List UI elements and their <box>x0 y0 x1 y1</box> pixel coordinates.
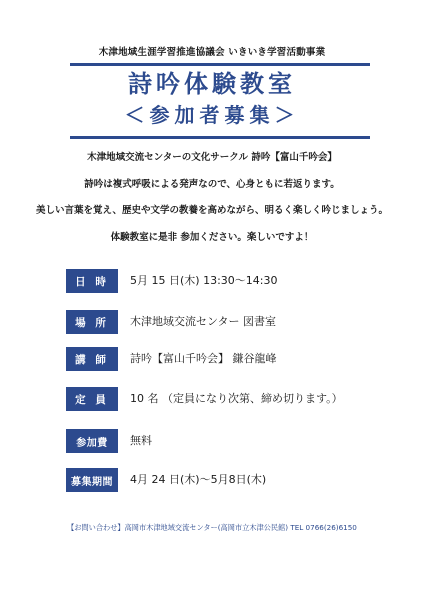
organizer-line: 木津地域生涯学習推進協議会 いきいき学習活動事業 <box>98 47 326 58</box>
page-subtitle: ＜参加者募集＞ <box>124 103 300 127</box>
detail-label: 参加費 <box>66 429 118 453</box>
detail-value: 木津地域交流センター 図書室 <box>130 315 277 328</box>
detail-value: 無料 <box>130 434 152 447</box>
detail-value: 10 名 （定員になり次第、締め切ります。） <box>130 392 343 405</box>
page-title: 詩吟体験教室 <box>128 70 296 98</box>
detail-label: 講 師 <box>66 347 118 371</box>
detail-value: 詩吟【富山千吟会】 鎌谷龍峰 <box>130 352 277 365</box>
detail-label: 場 所 <box>66 310 118 334</box>
intro-line: 木津地域交流センターの文化サークル 詩吟【富山千吟会】 <box>87 152 337 163</box>
intro-line: 体験教室に是非 参加ください。楽しいですよ！ <box>110 232 314 243</box>
detail-label: 日 時 <box>66 269 118 293</box>
detail-label: 定 員 <box>66 387 118 411</box>
detail-row-date <box>66 269 386 293</box>
detail-value: 4月 24 日(木)～5月8日(木) <box>130 473 267 486</box>
title-rule-bottom <box>70 136 370 139</box>
detail-row-fee <box>66 429 386 453</box>
contact-info: 【お問い合わせ】高岡市木津地域交流センター(高岡市立木津公民館) TEL 0766(26)6150 <box>67 523 357 532</box>
detail-row-instructor <box>66 347 386 371</box>
title-rule-top <box>70 63 370 66</box>
intro-line: 詩吟は複式呼吸による発声なので、心身ともに若返ります。 <box>84 179 340 190</box>
detail-row-capacity <box>66 387 386 411</box>
intro-line: 美しい言葉を覚え、歴史や文学の教養を高めながら、明るく楽しく吟じましょう。 <box>35 205 389 216</box>
detail-row-place <box>66 310 386 334</box>
detail-row-period <box>66 468 386 492</box>
detail-label: 募集期間 <box>66 468 118 492</box>
detail-value: 5月 15 日(木) 13:30～14:30 <box>130 274 278 287</box>
